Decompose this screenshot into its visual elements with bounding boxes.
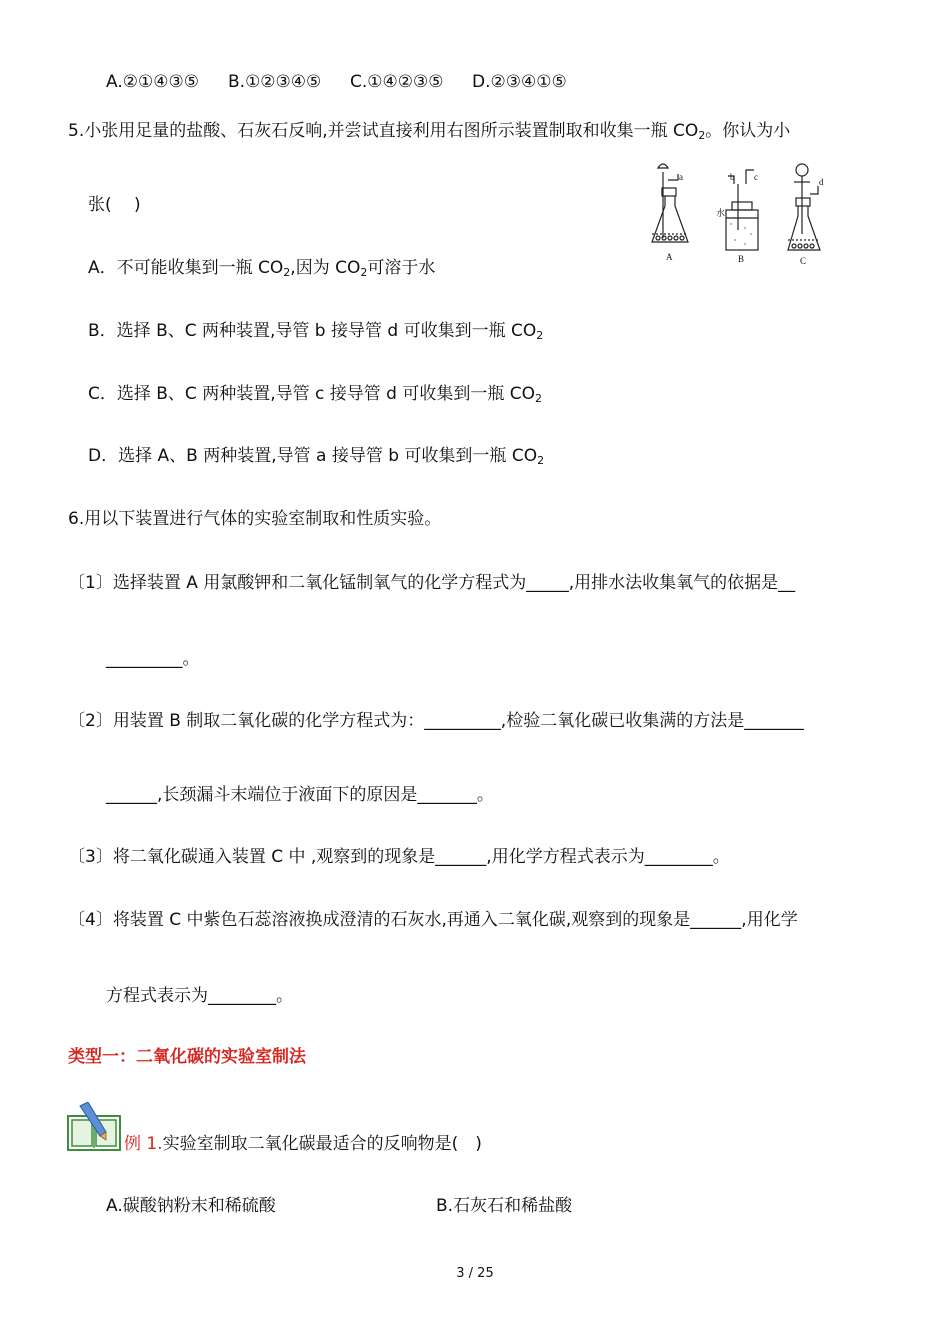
q5-stem-line1: 5.小张用足量的盐酸、石灰石反响,并尝试直接利用右图所示装置制取和收集一瓶 $CO_2$。你认为小 [68, 121, 791, 142]
label-A: A [666, 252, 673, 262]
apparatus-c [788, 164, 820, 250]
example1-line [124, 1132, 482, 1156]
q5-option-c: C．选择 B、C 两种装置,导管 c 接导管 d 可收集到一瓶 $CO_2$ [88, 384, 543, 405]
q6-part2-line2: ______,长颈漏斗末端位于液面下的原因是_______。 [106, 785, 494, 805]
section-title: 类型一：二氧化碳的实验室制法 [68, 1047, 306, 1067]
apparatus-b [726, 170, 758, 250]
q6-part4-line1: 〔4〕将装置 C 中紫色石蕊溶液换成澄清的石灰水,再通入二氧化碳,观察到的现象是______,用化学 [68, 910, 798, 930]
q6-part3-line1: 〔3〕将二氧化碳通入装置 C 中 ,观察到的现象是______,用化学方程式表示为________。 [68, 847, 730, 867]
q4-option-a: A.②①④③⑤ [106, 72, 199, 92]
book-pencil-icon [66, 1102, 122, 1154]
label-c: c [754, 172, 758, 182]
q6-part2-line1: 〔2〕用装置 B 制取二氧化碳的化学方程式为：_________,检验二氧化碳已收集满的方法是_______ [68, 711, 804, 731]
q4-options [106, 70, 567, 94]
label-C: C [800, 256, 807, 266]
example1-option-a: A.碳酸钠粉末和稀硫酸 [106, 1196, 276, 1216]
q5-option-b: B．选择 B、C 两种装置,导管 b 接导管 d 可收集到一瓶 $CO_2$ [88, 321, 544, 342]
q6-part1-line2: _________。 [106, 649, 200, 669]
example1-stem: 实验室制取二氧化碳最适合的反响物是( ) [162, 1134, 482, 1154]
label-a: a [679, 172, 683, 182]
apparatus-figure [648, 150, 838, 270]
q6-stem: 6.用以下装置进行气体的实验室制取和性质实验。 [68, 509, 442, 529]
label-d: d [819, 177, 824, 187]
label-water: 水 [716, 209, 726, 219]
label-B: B [738, 254, 745, 264]
q6-part1-line1: 〔1〕选择装置 A 用氯酸钾和二氧化锰制氧气的化学方程式为_____,用排水法收集氧气的依据是__ [68, 573, 796, 593]
page-number: 3 / 25 [456, 1266, 494, 1281]
q6-part4-line2: 方程式表示为________。 [106, 986, 293, 1006]
q4-option-c: C.①④②③⑤ [350, 72, 444, 92]
q4-option-d: D.②③④①⑤ [472, 72, 567, 92]
label-b: b [730, 172, 735, 182]
q5-option-a: A．不可能收集到一瓶 $CO_2$,因为 $CO_2$可溶于水 [88, 258, 436, 279]
example1-option-b: B.石灰石和稀盐酸 [436, 1196, 573, 1216]
q5-stem-line2: 张( ) [88, 195, 141, 215]
q5-option-d: D．选择 A、B 两种装置,导管 a 接导管 b 可收集到一瓶 $CO_2$ [88, 446, 545, 467]
example1-label: 例 1. [124, 1134, 163, 1154]
q4-option-b: B.①②③④⑤ [228, 72, 322, 92]
